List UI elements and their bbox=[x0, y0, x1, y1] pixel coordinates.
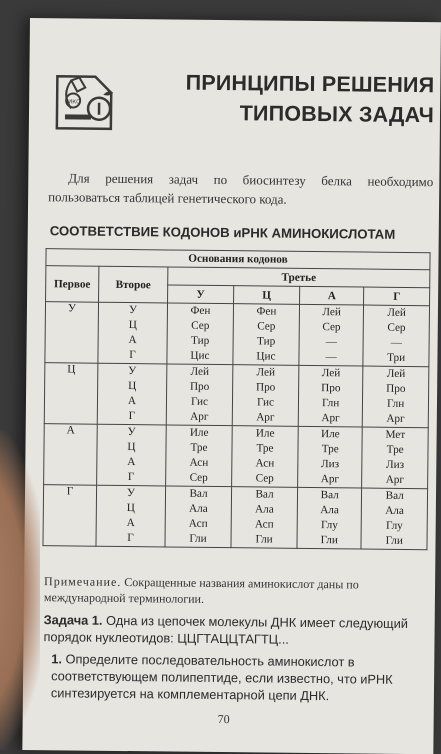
amino-acid: Сер bbox=[255, 472, 274, 485]
task-label: Задача 1. bbox=[43, 612, 103, 628]
amino-acid: Сер bbox=[322, 321, 341, 334]
table-row bbox=[45, 302, 430, 367]
amino-acid: Лей bbox=[386, 367, 406, 380]
amino-acid: Лей bbox=[321, 367, 341, 380]
header-third-base: У bbox=[168, 285, 234, 304]
second-base: А bbox=[127, 456, 136, 469]
task-1-item-1 bbox=[51, 650, 432, 705]
amino-acid-cell bbox=[231, 487, 298, 549]
amino-acid: Лиз bbox=[321, 458, 340, 471]
amino-acid-cell bbox=[363, 366, 429, 428]
amino-acid: Про bbox=[189, 380, 210, 393]
amino-acid: Три bbox=[387, 351, 406, 364]
logo-text: ИКС bbox=[68, 99, 81, 106]
amino-acid: Арг bbox=[386, 412, 405, 425]
amino-acid: Вал bbox=[385, 489, 404, 502]
second-base: У bbox=[127, 426, 136, 439]
amino-acid: Ала bbox=[320, 504, 339, 517]
amino-acid-cell bbox=[233, 304, 300, 366]
task-item-text: Определите последовательность аминокислот в соответствующем полипептиде, если известно, что иРНК синтезируется на комплементарной цепи ДНК. bbox=[50, 651, 393, 704]
amino-acid-cell bbox=[361, 488, 427, 550]
header-codon-bases: Основания кодонов bbox=[46, 249, 430, 270]
amino-acid: Асп bbox=[188, 517, 208, 530]
amino-acid-cell bbox=[232, 426, 299, 488]
second-base: Г bbox=[129, 349, 136, 362]
first-base-cell: Ц bbox=[44, 363, 98, 425]
amino-acid: Арг bbox=[321, 412, 340, 425]
header-first: Первое bbox=[46, 266, 99, 303]
second-base: У bbox=[128, 304, 137, 317]
amino-acid: Арг bbox=[190, 410, 209, 423]
amino-acid: Цис bbox=[190, 349, 210, 362]
book-page bbox=[22, 18, 441, 754]
second-base: Г bbox=[127, 471, 135, 484]
amino-acid: Про bbox=[386, 382, 406, 395]
second-base: Г bbox=[128, 410, 136, 423]
amino-acid: — bbox=[390, 336, 402, 349]
amino-acid: Гис bbox=[190, 395, 209, 408]
second-base: Ц bbox=[128, 380, 137, 393]
amino-acid-cell bbox=[232, 365, 299, 427]
amino-acid: Лей bbox=[190, 365, 210, 378]
header-second: Второе bbox=[99, 266, 168, 303]
amino-acid: Ала bbox=[188, 502, 208, 515]
amino-acid: Про bbox=[255, 381, 276, 394]
amino-acid: Сер bbox=[387, 321, 406, 334]
first-base-cell: У bbox=[45, 302, 99, 364]
second-base: Ц bbox=[126, 502, 135, 515]
amino-acid-cell bbox=[362, 427, 428, 489]
amino-acid: Глу bbox=[385, 519, 403, 532]
amino-acid-cell bbox=[298, 426, 363, 488]
amino-acid-cell bbox=[167, 303, 234, 365]
amino-acid-cell bbox=[363, 305, 429, 367]
amino-acid-cell bbox=[166, 425, 233, 487]
amino-acid: Гли bbox=[255, 533, 273, 546]
amino-acid-cell bbox=[166, 364, 233, 426]
amino-acid: Тре bbox=[386, 443, 404, 456]
second-base: Ц bbox=[127, 441, 136, 454]
task-item-number: 1. bbox=[51, 651, 63, 667]
table-row bbox=[44, 424, 429, 489]
amino-acid: Мет bbox=[385, 428, 406, 441]
amino-acid: Ала bbox=[385, 504, 404, 517]
table-title: СООТВЕТСТВИЕ КОДОНОВ иРНК АМИНОКИСЛОТАМ bbox=[49, 223, 396, 242]
second-base: А bbox=[126, 517, 135, 530]
amino-acid: Фен bbox=[190, 304, 211, 317]
amino-acid: — bbox=[325, 351, 337, 364]
amino-acid: Про bbox=[321, 382, 341, 395]
amino-acid: Тре bbox=[256, 442, 274, 455]
second-base-cell bbox=[98, 302, 168, 364]
amino-acid: Гли bbox=[385, 534, 403, 547]
amino-acid: Тир bbox=[191, 334, 210, 347]
amino-acid-cell bbox=[297, 487, 362, 549]
second-base: А bbox=[127, 395, 137, 408]
amino-acid: Сер bbox=[257, 320, 276, 333]
amino-acid: Глн bbox=[322, 397, 340, 410]
second-base-cell bbox=[97, 363, 167, 425]
amino-acid: Вал bbox=[255, 488, 274, 501]
amino-acid: — bbox=[325, 336, 337, 349]
amino-acid-cell bbox=[165, 486, 232, 548]
first-base-cell: Г bbox=[43, 485, 97, 547]
amino-acid: Глн bbox=[387, 397, 405, 410]
second-base: Г bbox=[127, 532, 134, 545]
table-note bbox=[44, 573, 434, 609]
amino-acid: Тре bbox=[321, 443, 339, 456]
page-title-line-2: ТИПОВЫХ ЗАДАЧ bbox=[239, 101, 435, 128]
amino-acid: Цис bbox=[256, 350, 276, 363]
amino-acid: Тре bbox=[190, 441, 208, 454]
amino-acid: Сер bbox=[191, 319, 210, 332]
amino-acid: Асп bbox=[254, 518, 274, 531]
second-base: У bbox=[126, 487, 136, 500]
amino-acid: Глу bbox=[320, 519, 338, 532]
amino-acid: Иле bbox=[189, 426, 209, 439]
second-base: У bbox=[128, 365, 137, 378]
table-row bbox=[43, 485, 428, 550]
table-row bbox=[44, 363, 429, 428]
second-base-cell bbox=[96, 485, 166, 547]
amino-acid: Лей bbox=[387, 306, 406, 319]
page-title-line-1: ПРИНЦИПЫ РЕШЕНИЯ bbox=[185, 70, 435, 98]
task-1 bbox=[43, 611, 433, 649]
second-base-cell bbox=[97, 424, 167, 486]
header-third-base: А bbox=[300, 286, 365, 305]
intro-paragraph: Для решения задач по биосинтезу белка необходимо пользоваться таблицей генетического кода. bbox=[48, 170, 434, 207]
amino-acid-cell bbox=[298, 365, 363, 427]
amino-acid: Тир bbox=[257, 335, 276, 348]
task-text: Одна из цепочек молекулы ДНК имеет следующий порядок нуклеотидов: ЦЦГТАЦЦТАГТЦ... bbox=[43, 612, 409, 647]
header-third-base: Г bbox=[364, 287, 430, 306]
amino-acid: Сер bbox=[189, 471, 208, 484]
first-base-cell: А bbox=[44, 424, 98, 486]
header-third-base: Ц bbox=[234, 286, 300, 305]
note-text: Сокращенные названия аминокислот даны по международной терминологии. bbox=[43, 575, 359, 606]
amino-acid: Гли bbox=[320, 534, 338, 547]
amino-acid: Лей bbox=[256, 366, 276, 379]
amino-acid-cell bbox=[299, 304, 364, 366]
amino-acid: Гис bbox=[256, 396, 275, 409]
amino-acid: Асн bbox=[255, 457, 275, 470]
finger-shadow bbox=[0, 430, 40, 750]
amino-acid: Арг bbox=[385, 473, 405, 486]
amino-acid: Гли bbox=[189, 532, 207, 545]
page-number: 70 bbox=[217, 712, 230, 727]
amino-acid: Иле bbox=[320, 428, 340, 441]
amino-acid: Иле bbox=[255, 427, 275, 440]
amino-acid: Арг bbox=[256, 411, 275, 424]
amino-acid: Фен bbox=[256, 305, 277, 318]
genetic-code-table bbox=[42, 248, 430, 550]
microscope-logo-icon bbox=[51, 70, 120, 133]
amino-acid: Лиз bbox=[385, 458, 405, 471]
page-title bbox=[144, 67, 435, 130]
second-base: Ц bbox=[128, 319, 137, 332]
amino-acid: Арг bbox=[320, 473, 340, 486]
amino-acid: Вал bbox=[189, 487, 208, 500]
note-label: Примечание. bbox=[44, 574, 122, 589]
amino-acid: Ала bbox=[255, 503, 274, 516]
second-base: А bbox=[128, 334, 137, 347]
header-third: Третье bbox=[168, 267, 430, 288]
amino-acid: Вал bbox=[320, 489, 339, 502]
amino-acid: Лей bbox=[322, 306, 341, 319]
amino-acid: Асн bbox=[189, 456, 209, 469]
